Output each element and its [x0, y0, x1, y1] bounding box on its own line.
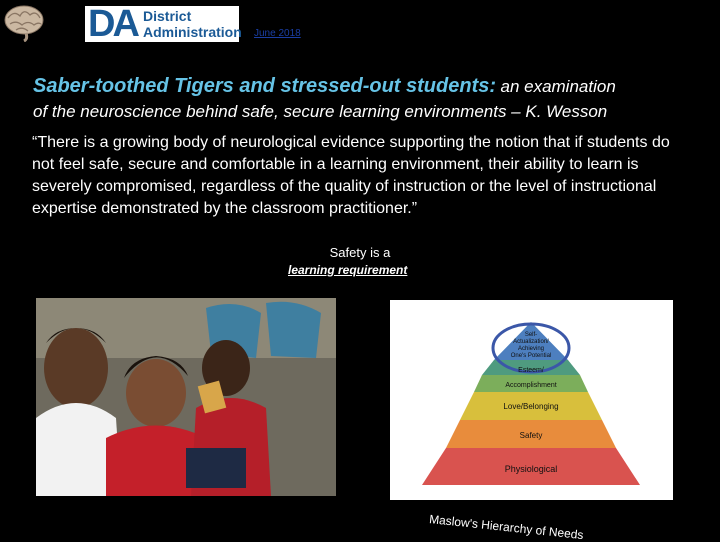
students-photo — [36, 298, 336, 496]
pyramid-level-physiological: Physiological — [504, 464, 558, 474]
date-link[interactable]: June 2018 — [254, 28, 301, 39]
title-sub: an examination — [500, 77, 616, 96]
maslow-pyramid — [390, 300, 673, 500]
pyramid-level-esteem: Esteem/ — [518, 367, 544, 374]
pyramid-level-love: Love/Belonging — [503, 402, 559, 411]
pyramid-level-safety: Safety — [519, 431, 543, 440]
logo-line1: District — [143, 8, 192, 24]
title-line2: of the neuroscience behind safe, secure learning environments – K. Wesson — [33, 102, 608, 121]
slide-title — [33, 74, 703, 124]
maslow-caption: Maslow's Hierarchy of Needs — [428, 512, 585, 542]
brain-icon — [2, 2, 46, 42]
pyramid-level-potential: One's Potential — [510, 353, 552, 359]
pyramid-level-self: Self- — [524, 332, 538, 338]
logo-initials: DA — [88, 3, 137, 45]
safety-line1: Safety is a — [329, 245, 391, 260]
quote-text: “There is a growing body of neurological evidence supporting the notion that if students do not feel safe, secure and comfortable in a learning environment, their ability to learn is severely compromised, regardless of the quality of instruction or the level of instructional expertise demonstrated by the classroom practitioner.” — [32, 134, 670, 217]
safety-line2: learning requirement — [288, 263, 408, 277]
pyramid-level-actualization: Actualization/ — [513, 339, 549, 345]
maslow-pyramid-image — [390, 300, 673, 500]
pyramid-level-achieving: Achieving — [517, 346, 545, 352]
title-main: Saber-toothed Tigers and stressed-out students: — [33, 75, 497, 97]
logo-line2: Administration — [143, 24, 242, 40]
pyramid-level-accomplishment: Accomplishment — [505, 382, 557, 389]
district-administration-logo — [85, 3, 242, 45]
